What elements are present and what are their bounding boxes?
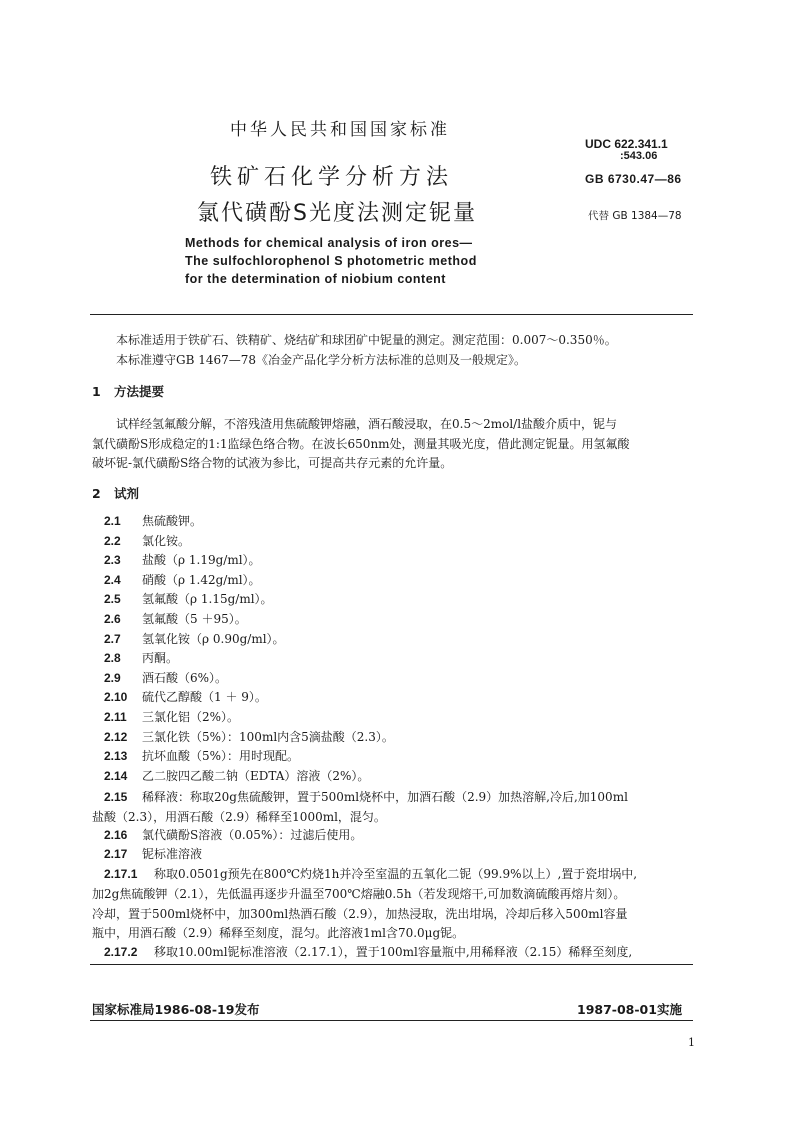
reagent-number: 2.7 [104,632,121,646]
reagent-item [104,571,261,588]
reagent-item [104,630,285,647]
english-title-line-1: Methods for chemical analysis of iron ores— [185,236,473,250]
reagent-item-2-16 [104,826,362,843]
section-1-heading [92,382,164,400]
issue-date: 国家标准局1986-08-19发布 [92,1002,260,1017]
section-1-line-3: 破坏铌-氯代磺酚S络合物的试液为参比，可提高共存元素的允许量。 [92,456,453,470]
effective-date: 1987-08-01实施 [577,1002,682,1017]
reagent-item-2-17-1 [104,865,637,882]
reagent-item [104,708,239,725]
reagent-item [104,610,247,627]
reagent-item [104,669,227,686]
gb-code: GB 6730.47—86 [585,172,682,186]
reagent-text: 称取0.0501g预先在800℃灼烧1h并冷至室温的五氧化二铌（99.9%以上）,置于瓷坩埚中, [154,867,638,881]
reagent-text: 盐酸（ρ 1.19g/ml）。 [142,553,261,567]
reagent-item [104,767,369,784]
reagent-text: 氢氟酸（5 ＋95）。 [142,612,247,626]
page-number: 1 [688,1036,695,1049]
english-title-line-3: for the determination of niobium content [185,272,446,286]
reagent-number: 2.17 [104,847,128,861]
reagent-number: 2.13 [104,749,128,763]
reagent-text: 氢氟酸（ρ 1.15g/ml）。 [142,592,273,606]
reagent-number: 2.10 [104,690,128,704]
reagent-text: 三氯化铝（2%）。 [142,710,240,724]
reagent-text: 硫代乙醇酸（1 ＋ 9）。 [142,690,267,704]
title-line-2: 氯代磺酚S光度法测定铌量 [197,201,477,226]
reagent-text: 硝酸（ρ 1.42g/ml）。 [142,573,261,587]
reagent-item [104,590,273,607]
reagent-text: 焦硫酸钾。 [142,514,203,528]
reagent-2-17-1-line-3: 冷却，置于500ml烧杯中，加300ml热酒石酸（2.9），加热浸取，洗出坩埚，冷却后移入500ml容量 [92,907,628,921]
header-divider [90,314,693,315]
reagent-number: 2.12 [104,730,128,744]
section-2-heading [92,484,139,502]
reagent-item [104,688,267,705]
reagent-number: 2.15 [104,790,128,804]
reagent-text: 铌标准溶液 [142,847,203,861]
replaces-standard: 代替 GB 1384—78 [588,210,682,222]
reagent-text: 氢氧化铵（ρ 0.90g/ml）。 [142,632,285,646]
reagent-number: 2.3 [104,553,121,567]
issuing-country-standard: 中华人民共和国国家标准 [230,120,450,140]
reagent-number: 2.4 [104,573,121,587]
reagent-item [104,532,190,549]
udc-code: UDC 622.341.1 [585,137,668,151]
reagent-item-2-17-2 [104,943,632,960]
reagent-number: 2.14 [104,769,128,783]
title-line-1: 铁矿石化学分析方法 [210,165,454,190]
reagent-item [104,747,299,764]
reagent-item [104,649,178,666]
section-1-line-1: 试样经氢氟酸分解，不溶残渣用焦硫酸钾熔融，酒石酸浸取，在0.5～2mol/l盐酸介质中，铌与 [116,417,618,431]
section-1-title: 方法提要 [114,384,165,399]
scope-paragraph: 本标准适用于铁矿石、铁精矿、烧结矿和球团矿中铌量的测定。测定范围：0.007～0.350％。 [116,333,617,347]
reagent-number: 2.9 [104,671,121,685]
footer-bottom-rule [90,1020,693,1021]
reagent-text: 乙二胺四乙酸二钠（EDTA）溶液（2%）。 [142,769,370,783]
reagent-text: 移取10.00ml铌标准溶液（2.17.1），置于100ml容量瓶中,用稀释液（2.15）稀释至刻度, [154,945,633,959]
reagent-2-17-1-line-2: 加2g焦硫酸钾（2.1），先低温再逐步升温至700℃熔融0.5h（若发现熔干,可加数滴硫酸再熔片刻）。 [92,887,626,901]
reagent-number: 2.17.2 [104,945,138,959]
section-1-line-2: 氯代磺酚S形成稳定的1:1监绿色络合物。在波长650nm处，测量其吸光度，借此测定铌量。用氢氟酸 [92,437,630,451]
reagent-text: 抗坏血酸（5%）：用时现配。 [142,749,300,763]
udc-code-suffix: :543.06 [620,150,658,162]
reagent-item [104,551,261,568]
reagent-number: 2.6 [104,612,121,626]
reagent-text: 氯化铵。 [142,534,191,548]
reagent-number: 2.8 [104,651,121,665]
reagent-text: 酒石酸（6%）。 [142,671,228,685]
reagent-number: 2.16 [104,828,128,842]
section-2-title: 试剂 [114,486,140,501]
reagent-text: 三氯化铁（5%）：100ml内含5滴盐酸（2.3）。 [142,730,394,744]
english-title-line-2: The sulfochlorophenol S photometric method [185,254,477,268]
reagent-number: 2.5 [104,592,121,606]
reagent-item [104,728,394,745]
reagent-2-15-cont: 盐酸（2.3），用酒石酸（2.9）稀释至1000ml，混匀。 [92,810,386,824]
reagent-2-17-1-line-4: 瓶中，用酒石酸（2.9）稀释至刻度，混匀。此溶液1ml含70.0μg铌。 [92,926,465,940]
compliance-paragraph: 本标准遵守GB 1467—78《冶金产品化学分析方法标准的总则及一般规定》。 [116,353,527,367]
reagent-text: 氯代磺酚S溶液（0.05%）：过滤后使用。 [142,828,363,842]
section-2-number: 2 [92,486,101,501]
reagent-number: 2.1 [104,514,121,528]
reagent-text: 丙酮。 [142,651,179,665]
reagent-item-2-15 [104,788,628,805]
section-1-number: 1 [92,384,101,399]
reagent-number: 2.11 [104,710,127,724]
reagent-item [104,512,202,529]
reagent-number: 2.2 [104,534,121,548]
reagent-item-2-17 [104,845,202,862]
reagent-text: 稀释液：称取20g焦硫酸钾，置于500ml烧杯中，加酒石酸（2.9）加热溶解,冷后,加100ml [142,790,628,804]
footer-divider [90,964,693,965]
reagent-number: 2.17.1 [104,867,138,881]
